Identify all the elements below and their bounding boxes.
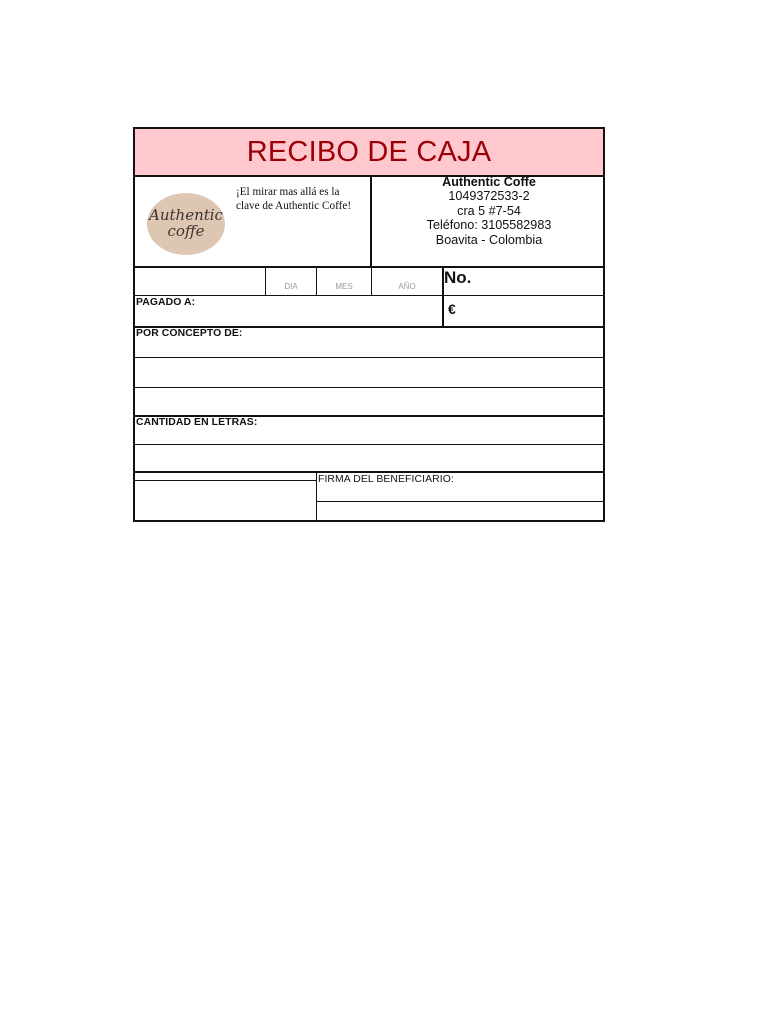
amount-words-field[interactable]	[135, 445, 603, 471]
paid-to-field[interactable]	[135, 305, 441, 327]
company-slogan: ¡El mirar mas allá es la clave de Authentic Coffe!	[236, 186, 352, 212]
date-day-cell[interactable]: DIA	[284, 282, 298, 291]
concept-label: POR CONCEPTO DE:	[136, 328, 243, 339]
date-year-cell[interactable]: AÑO	[398, 282, 416, 291]
receipt-number-label: No.	[444, 268, 472, 287]
logo-text-line1: Authentic	[149, 206, 223, 225]
date-month-cell[interactable]: MES	[335, 282, 353, 291]
amount-field[interactable]	[461, 297, 603, 325]
date-row-top-border	[135, 266, 603, 268]
company-location: Boavita - Colombia	[435, 232, 543, 247]
company-nit: 1049372533-2	[448, 189, 530, 204]
beneficiary-signature-field[interactable]	[317, 502, 603, 521]
beneficiary-signature-label: FIRMA DEL BENEFICIARIO:	[318, 474, 454, 485]
company-info	[373, 175, 605, 247]
header-divider	[370, 175, 372, 267]
paid-to-top-border	[135, 295, 603, 296]
title-band	[135, 129, 603, 177]
receipt-title: RECIBO DE CAJA	[246, 135, 492, 168]
concept-field-line-1[interactable]	[135, 341, 603, 357]
concept-field-line-3[interactable]	[135, 388, 603, 415]
company-address: cra 5 #7-54	[457, 203, 521, 218]
logo-text-line2: coffe	[167, 222, 205, 240]
paid-to-label: PAGADO A:	[136, 297, 196, 308]
left-signature-field[interactable]	[135, 481, 316, 521]
company-logo	[147, 193, 225, 255]
currency-symbol: €	[448, 301, 456, 317]
company-name: Authentic Coffe	[442, 175, 536, 189]
signature-top-border	[135, 471, 603, 473]
company-phone: Teléfono: 3105582983	[426, 218, 552, 233]
concept-field-line-2[interactable]	[135, 358, 603, 387]
cash-receipt-form	[133, 127, 605, 522]
amount-words-label: CANTIDAD EN LETRAS:	[136, 417, 258, 428]
